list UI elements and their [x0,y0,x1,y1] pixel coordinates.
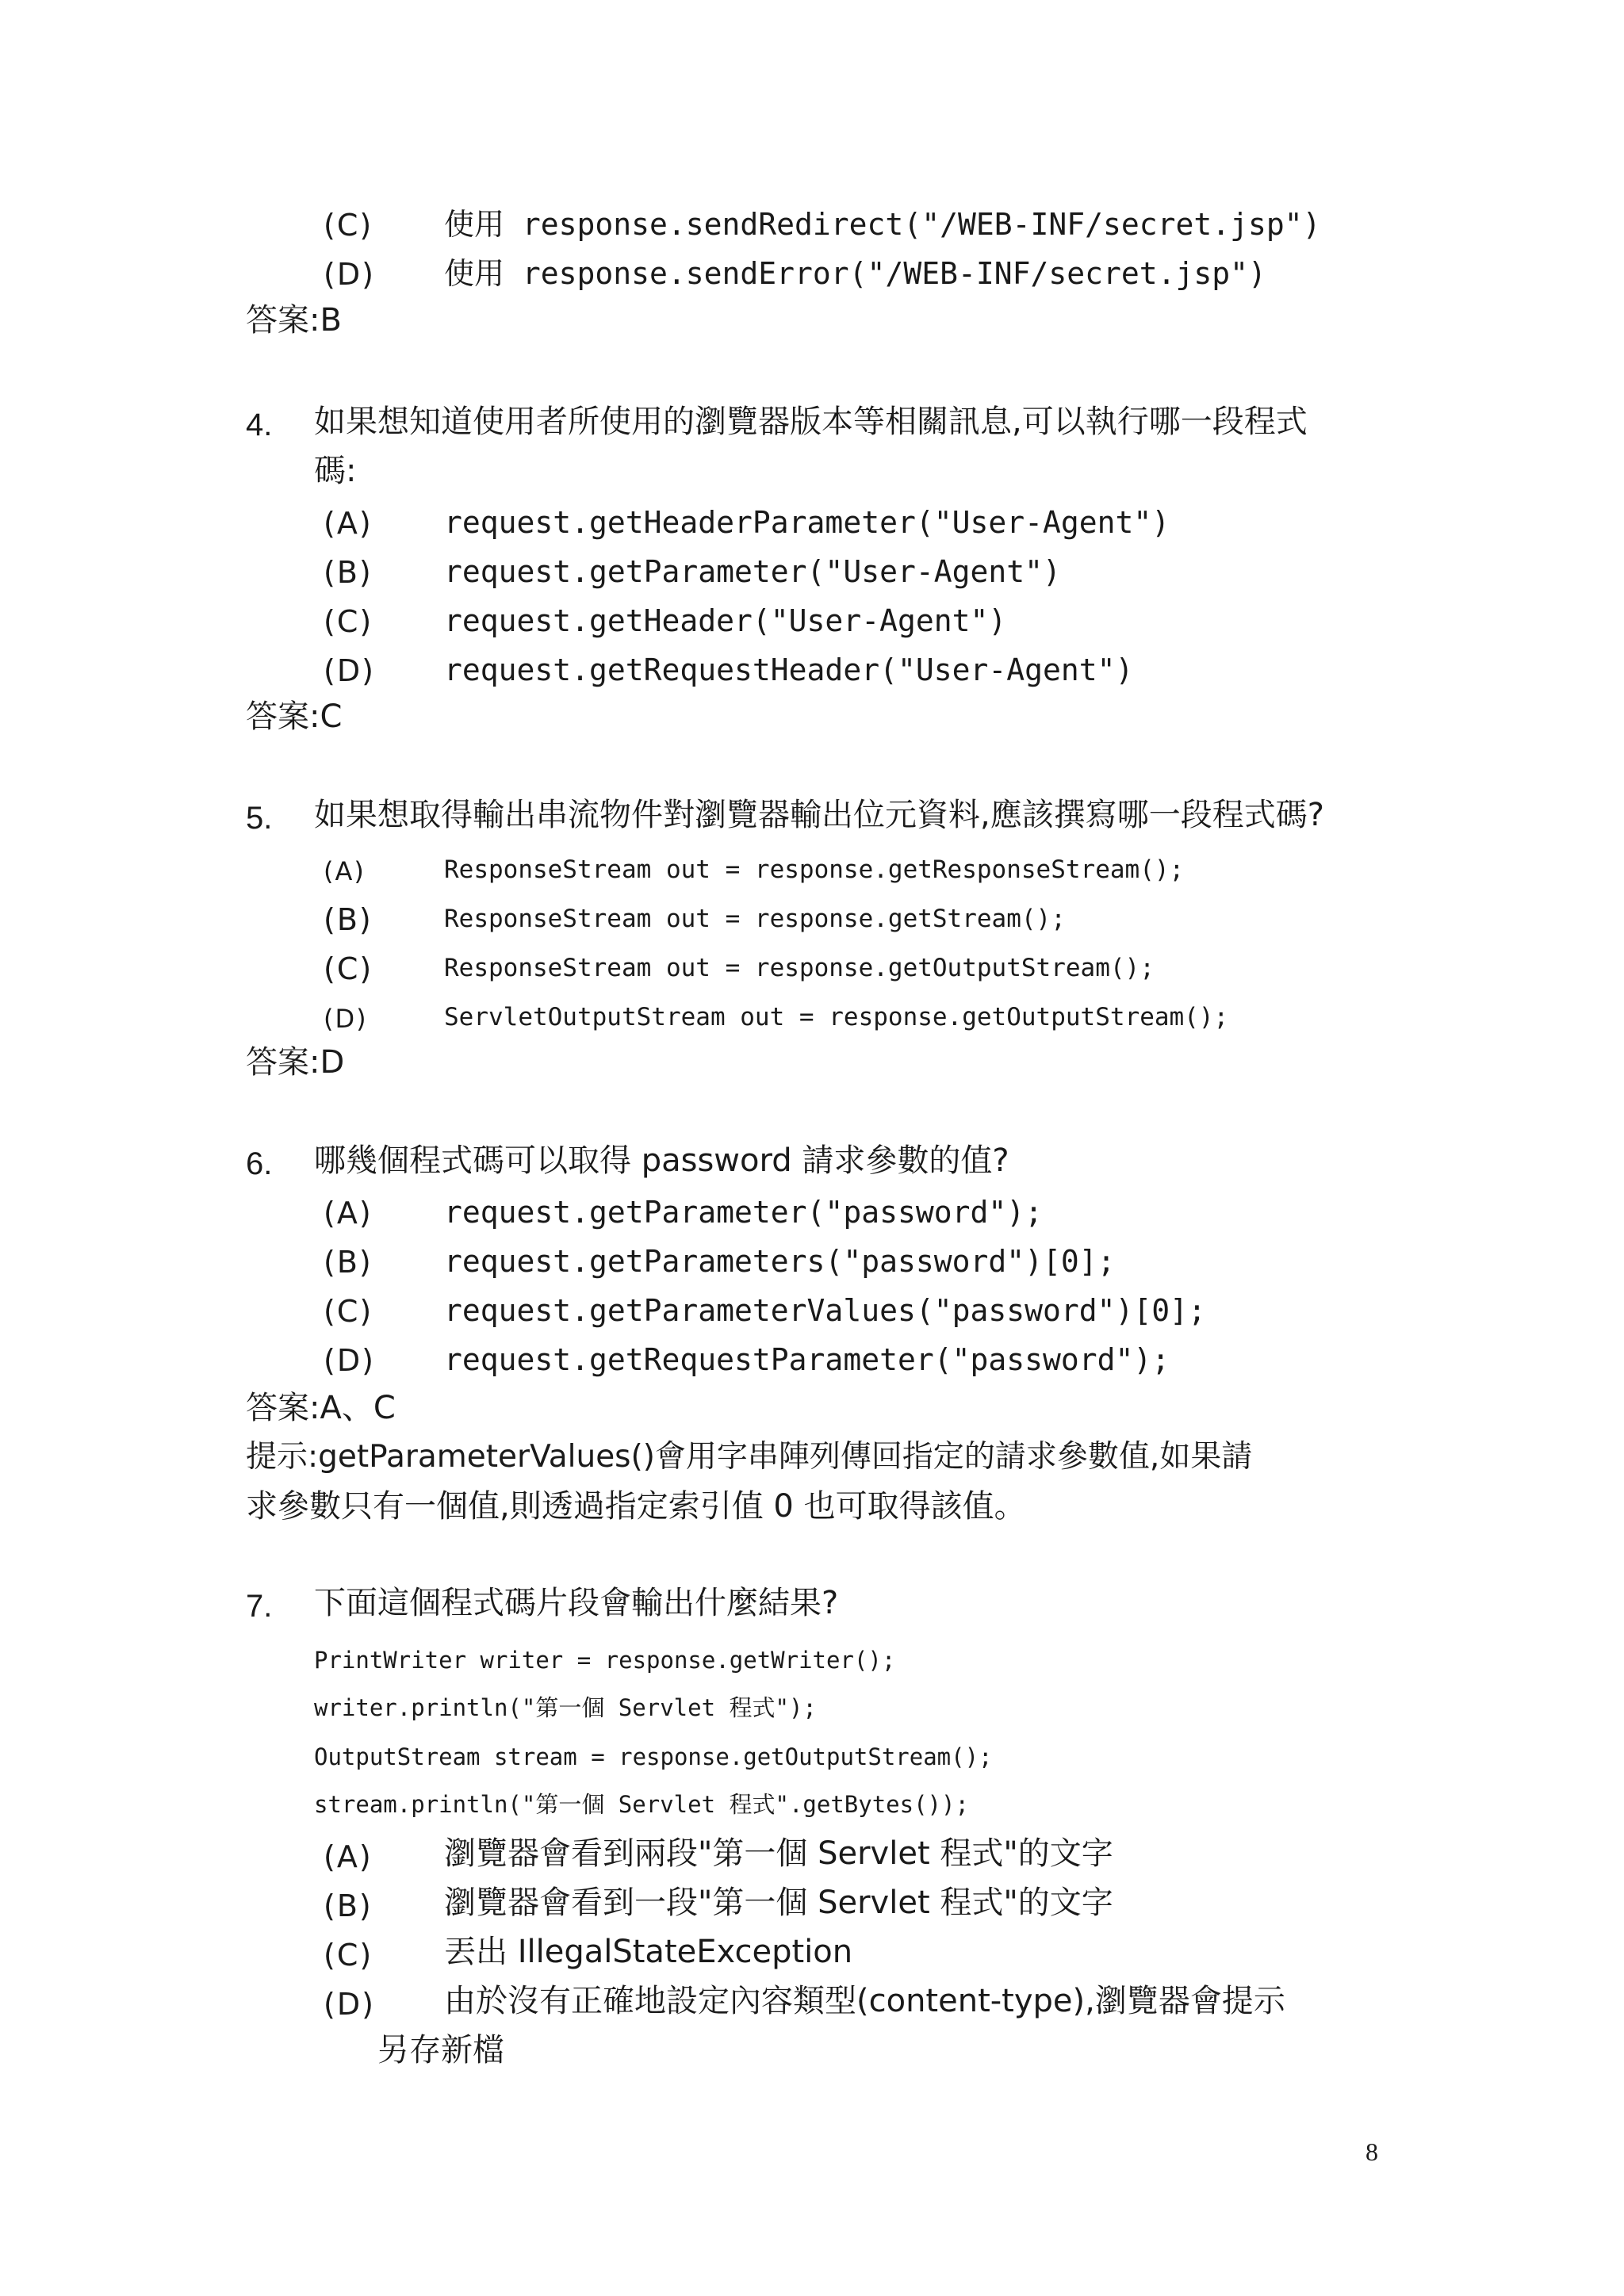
question-number: 6. [246,1146,273,1181]
question-number: 4. [246,408,273,442]
option-text: ResponseStream out = response.getStream(); [444,905,1066,933]
option-text: request.getHeaderParameter("User-Agent") [444,505,1170,540]
question-text: 如果想知道使用者所使用的瀏覽器版本等相關訊息,可以執行哪一段程式 [314,404,1308,440]
option-label: (A) [324,1196,373,1230]
option-text: 由於沒有正確地設定內容類型(content-type),瀏覽器會提示 [444,1983,1285,2019]
option-text: 瀏覽器會看到一段"第一個 Servlet 程式"的文字 [444,1885,1113,1921]
option-text: ResponseStream out = response.getOutputStream(); [444,954,1155,982]
option-text: ResponseStream out = response.getResponseStream(); [444,855,1185,884]
code-line: PrintWriter writer = response.getWriter(); [314,1647,896,1674]
option-text: 使用 response.sendError("/WEB-INF/secret.jsp") [444,256,1266,291]
code-line: writer.println("第一個 Servlet 程式"); [314,1694,817,1721]
option-text: request.getParameter("User-Agent") [444,554,1061,589]
option-label: (B) [324,902,373,937]
question-number: 5. [246,801,273,836]
option-label: (C) [324,1294,373,1329]
option-text: 丟出 IllegalStateException [444,1934,853,1970]
option-label: (B) [324,555,373,590]
page-number: 8 [1365,2137,1378,2166]
option-label: (D) [324,257,375,292]
option-label: (D) [324,1343,375,1378]
code-line: OutputStream stream = response.getOutputStream(); [314,1743,993,1770]
question-text: 碼: [314,453,357,489]
option-label: (C) [324,1938,373,1973]
answer: 答案:C [246,698,343,735]
answer: 答案:A、C [246,1390,396,1426]
option-label: (C) [324,951,373,986]
option-label: (C) [324,604,373,639]
option-label: (A) [324,506,373,541]
option-text: request.getRequestHeader("User-Agent") [444,652,1134,687]
option-text: ServletOutputStream out = response.getOutputStream(); [444,1003,1229,1031]
option-label: (D) [324,1004,368,1034]
option-label: (A) [324,1839,373,1874]
option-label: (B) [324,1888,373,1923]
option-text: request.getRequestParameter("password"); [444,1342,1170,1377]
option-label: (B) [324,1245,373,1280]
question-text: 哪幾個程式碼可以取得 password 請求參數的值? [314,1142,1009,1179]
option-text-continued: 另存新檔 [377,2032,504,2068]
option-text: request.getHeader("User-Agent") [444,603,1007,638]
hint-text: 求參數只有一個值,則透過指定索引值 0 也可取得該值。 [246,1488,1026,1525]
answer: 答案:D [246,1044,345,1081]
option-label: (A) [324,856,366,886]
option-text: request.getParameterValues("password")[0]; [444,1293,1206,1328]
option-text: request.getParameters("password")[0]; [444,1244,1116,1279]
code-line: stream.println("第一個 Servlet 程式".getBytes()); [314,1791,969,1818]
question-number: 7. [246,1589,273,1624]
option-label: (D) [324,653,375,688]
option-text: 使用 response.sendRedirect("/WEB-INF/secret.jsp") [444,207,1321,242]
question-text: 下面這個程式碼片段會輸出什麼結果? [314,1585,839,1621]
option-label: (D) [324,1987,375,2022]
option-label: (C) [324,208,373,243]
option-text: 瀏覽器會看到兩段"第一個 Servlet 程式"的文字 [444,1835,1113,1872]
hint-text: 提示:getParameterValues()會用字串陣列傳回指定的請求參數值,如果請 [246,1439,1253,1475]
option-text: request.getParameter("password"); [444,1195,1043,1230]
answer: 答案:B [246,302,342,339]
question-text: 如果想取得輸出串流物件對瀏覽器輸出位元資料,應該撰寫哪一段程式碼? [314,797,1324,833]
